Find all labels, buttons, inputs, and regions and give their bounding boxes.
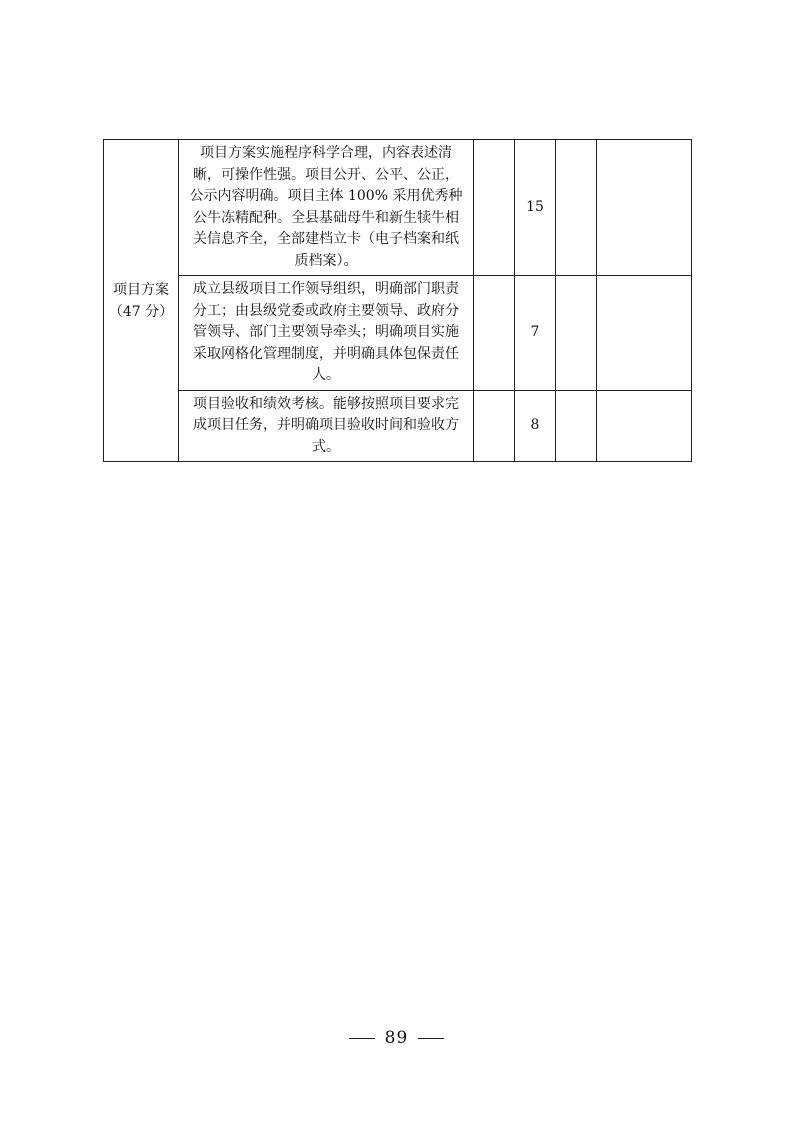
- empty-cell: [556, 390, 597, 462]
- criterion-description: 项目验收和绩效考核。能够按照项目要求完成项目任务，并明确项目验收时间和验收方式。: [179, 390, 474, 462]
- criterion-score: 7: [515, 276, 556, 391]
- table-row: [104, 140, 692, 276]
- category-name: 项目方案: [113, 281, 169, 298]
- category-cell: [104, 140, 179, 462]
- empty-cell: [474, 140, 515, 276]
- empty-cell: [597, 276, 692, 391]
- category-points: （47 分）: [108, 303, 174, 320]
- dash-right: [418, 1038, 444, 1039]
- empty-cell: [474, 276, 515, 391]
- scoring-table: [103, 139, 692, 462]
- empty-cell: [556, 276, 597, 391]
- criterion-score: 8: [515, 390, 556, 462]
- empty-cell: [474, 390, 515, 462]
- criterion-description: 项目方案实施程序科学合理，内容表述清晰，可操作性强。项目公开、公平、公正，公示内容明确。项目主体 100% 采用优秀种公牛冻精配种。全县基础母牛和新生犊牛相关信息齐全，全部建档立卡（电子档案和纸质档案）。: [179, 140, 474, 276]
- criterion-score: 15: [515, 140, 556, 276]
- page-footer: [0, 1028, 793, 1048]
- page-number: 89: [384, 1028, 409, 1048]
- empty-cell: [597, 390, 692, 462]
- criterion-description: 成立县级项目工作领导组织，明确部门职责分工；由县级党委或政府主要领导、政府分管领导、部门主要领导牵头；明确项目实施采取网格化管理制度，并明确具体包保责任人。: [179, 276, 474, 391]
- table-row: [104, 390, 692, 462]
- empty-cell: [556, 140, 597, 276]
- empty-cell: [597, 140, 692, 276]
- table-row: [104, 276, 692, 391]
- dash-left: [349, 1038, 375, 1039]
